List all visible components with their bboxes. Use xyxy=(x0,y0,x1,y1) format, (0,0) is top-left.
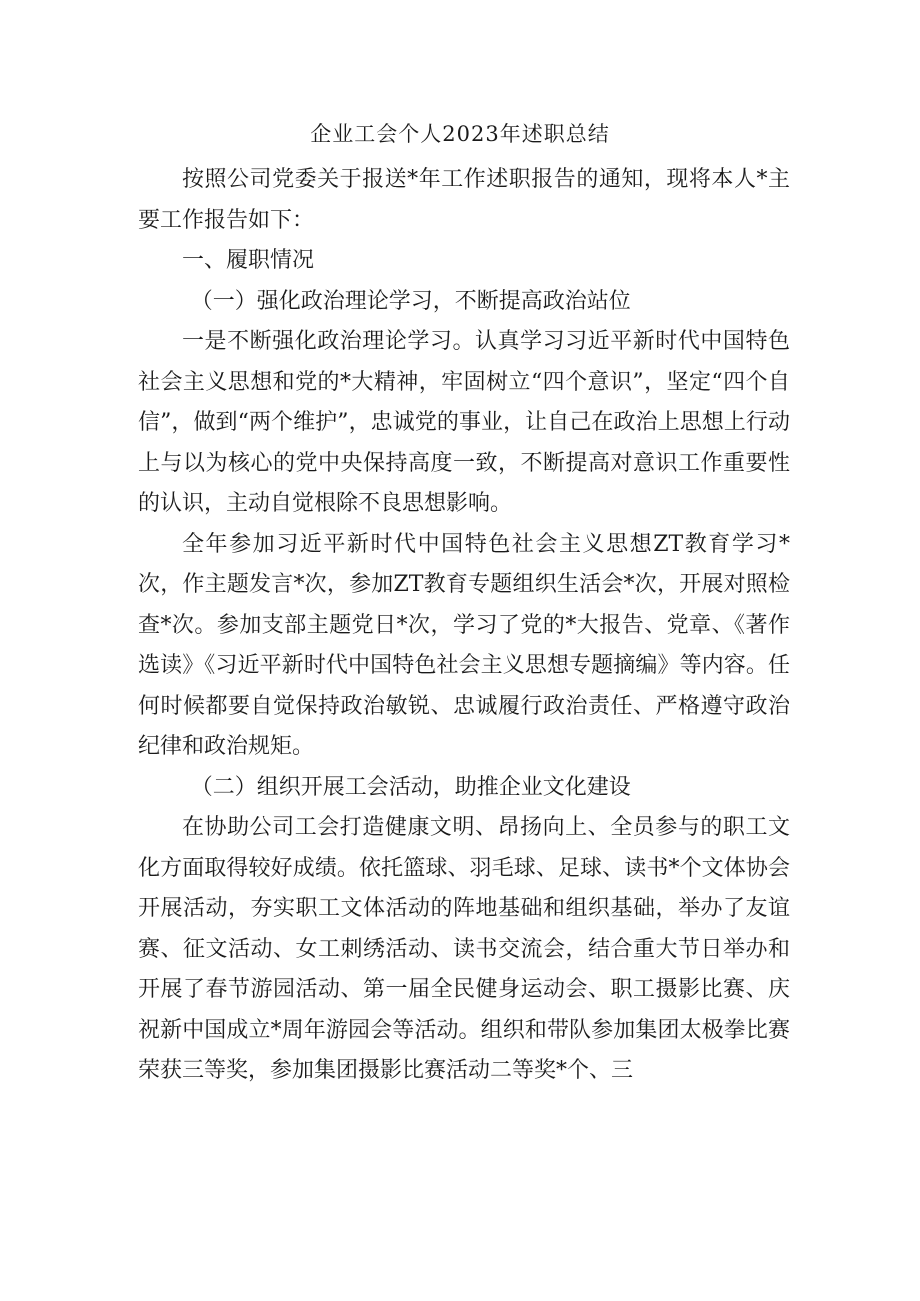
body-paragraph: 一是不断强化政治理论学习。认真学习习近平新时代中国特色社会主义思想和党的*大精神，牢固树立“四个意识”，坚定“四个自信”，做到“两个维护”，忠诚党的事业，让自己在政治上思想上行动上与以为核心的党中央保持高度一致，不断提高对意识工作重要性的认识，主动自觉根除不良思想影响。 xyxy=(138,329,790,516)
intro-paragraph: 按照公司党委关于报送*年工作述职报告的通知，现将本人*主要工作报告如下： xyxy=(138,167,790,233)
document-body xyxy=(138,160,790,1092)
body-paragraph: 全年参加习近平新时代中国特色社会主义思想ZT教育学习*次，作主题发言*次，参加ZT教育专题组织生活会*次，开展对照检查*次。参加支部主题党日*次，学习了党的*大报告、党章、《著作选读》《习近平新时代中国特色社会主义思想专题摘编》等内容。任何时候都要自觉保持政治敏锐、忠诚履行政治责任、严格遵守政治纪律和政治规矩。 xyxy=(138,531,790,759)
subsection-heading-political-study: （一）强化政治理论学习，不断提高政治站位 xyxy=(190,288,631,314)
section-heading-performance: 一、履职情况 xyxy=(182,248,315,273)
body-paragraph: 在协助公司工会打造健康文明、昂扬向上、全员参与的职工文化方面取得较好成绩。依托篮球、羽毛球、足球、读书*个文体协会开展活动，夯实职工文体活动的阵地基础和组织基础，举办了友谊赛、征文活动、女工刺绣活动、读书交流会，结合重大节日举办和开展了春节游园活动、第一届全民健身运动会、职工摄影比赛、庆祝新中国成立*周年游园会等活动。组织和带队参加集团太极拳比赛荣获三等奖，参加集团摄影比赛活动二等奖*个、三 xyxy=(138,815,790,1083)
subsection-heading-union-activities: （二）组织开展工会活动，助推企业文化建设 xyxy=(190,774,631,800)
document-title: 企业工会个人2023年述职总结 xyxy=(310,122,610,146)
